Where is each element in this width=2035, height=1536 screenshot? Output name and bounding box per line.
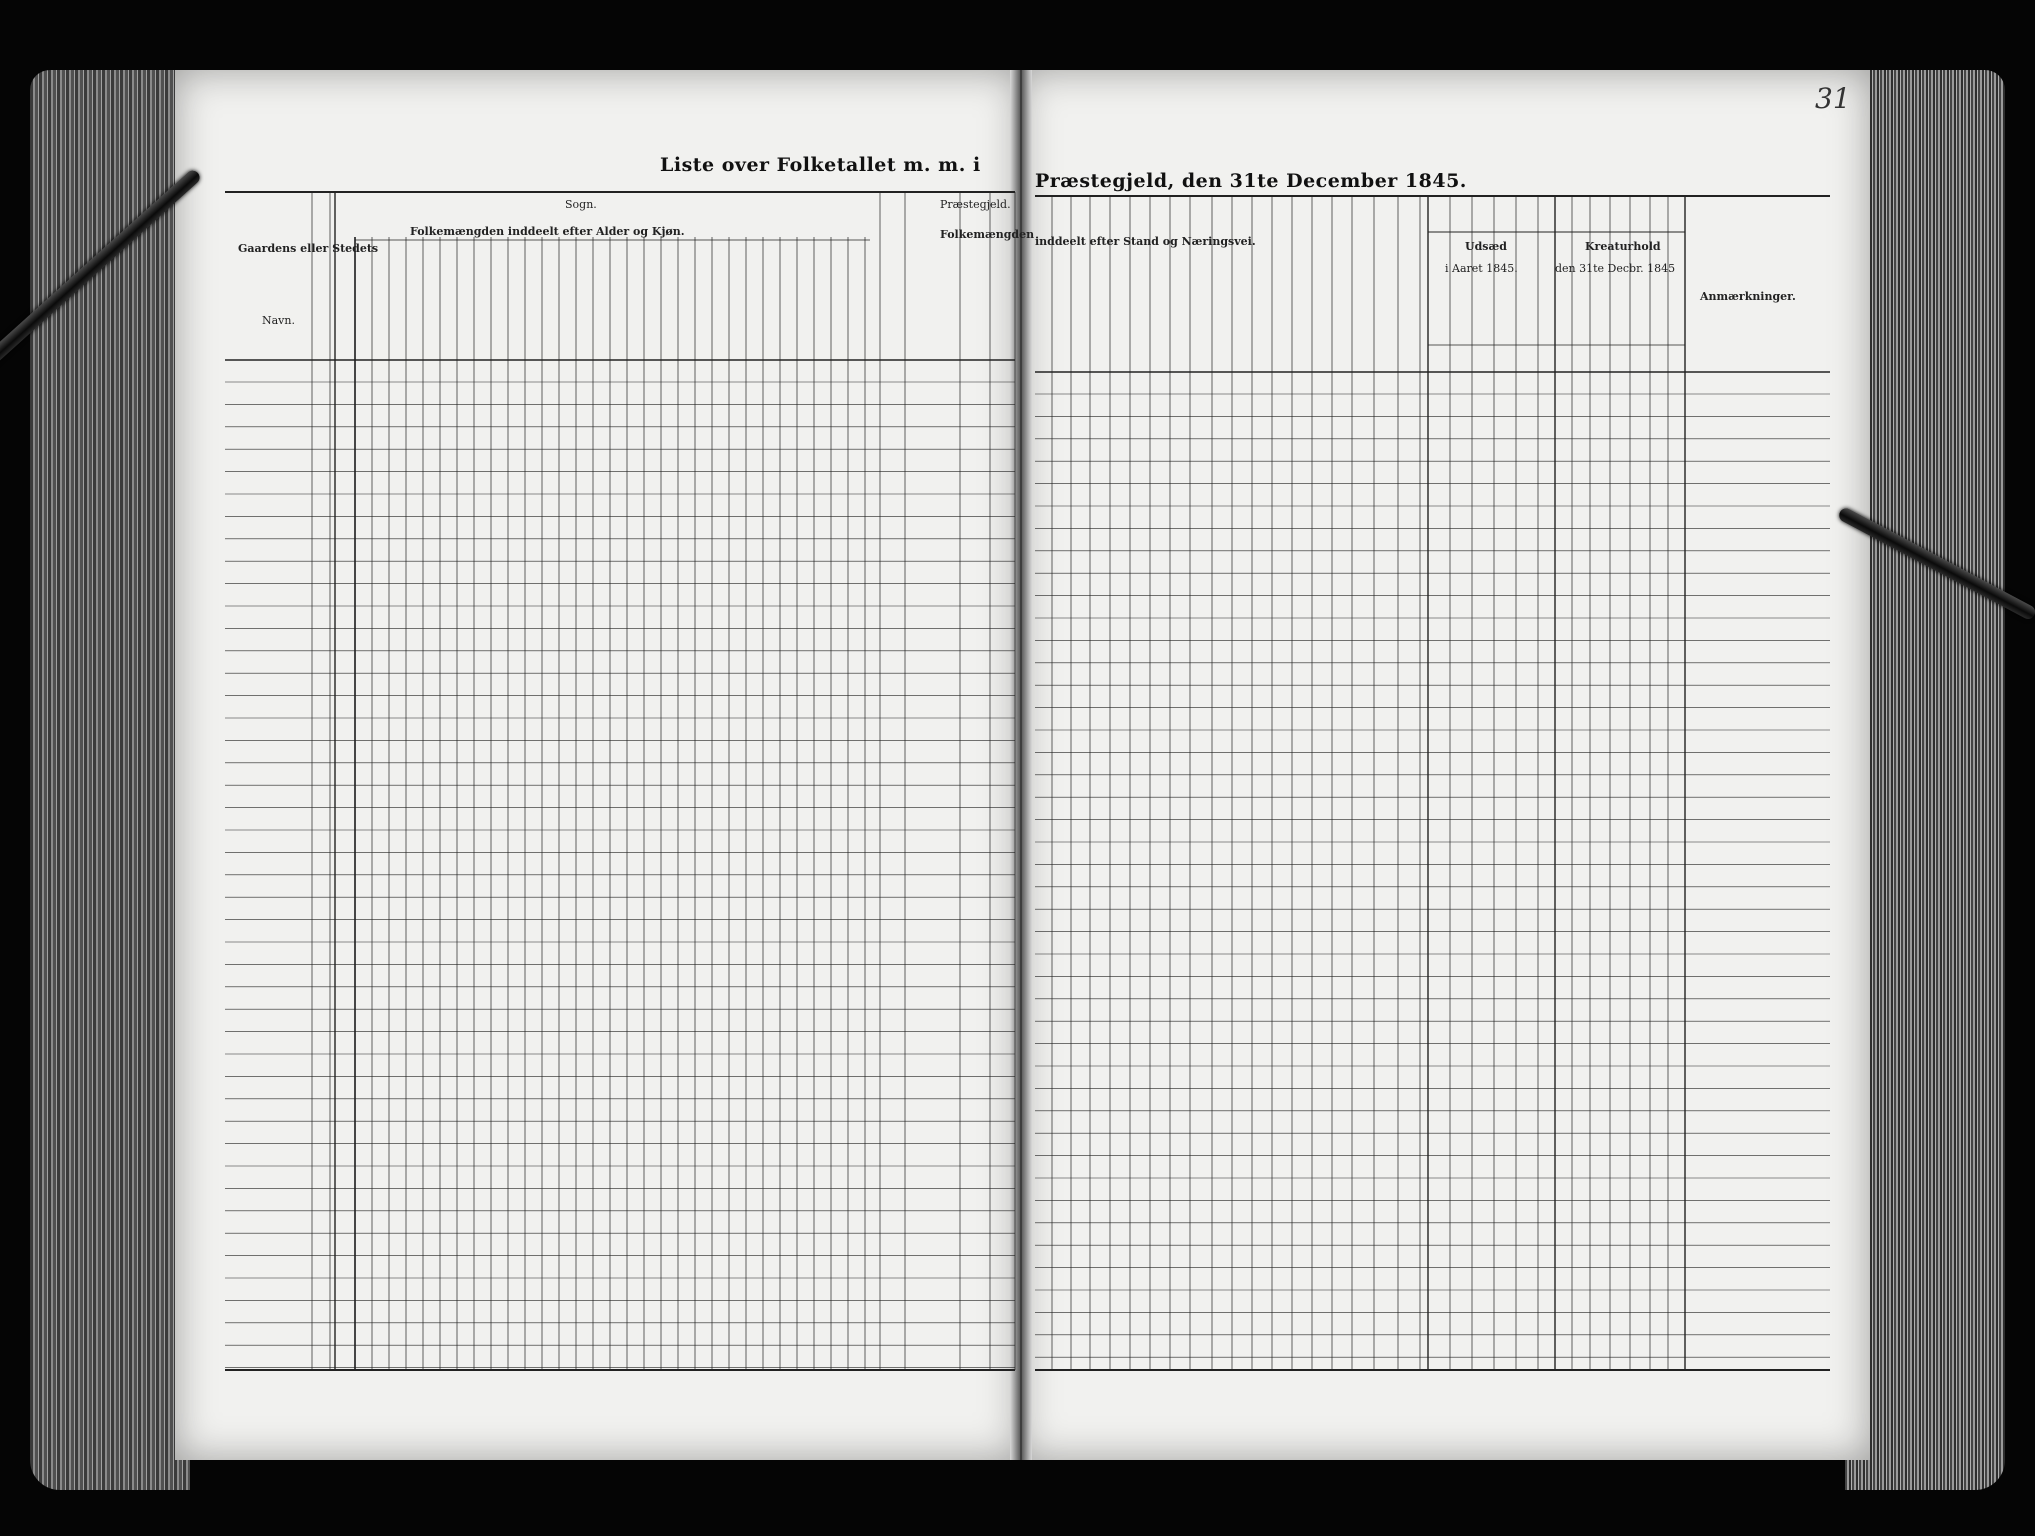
left-page-title: Liste over Folketallet m. m. i	[660, 154, 981, 176]
udsaed-year: i Aaret 1845.	[1445, 262, 1518, 275]
page-number: 31	[1815, 82, 1851, 115]
farm-name-header: Gaardens eller Stedets	[238, 242, 379, 255]
sogn-label: Sogn.	[565, 198, 597, 211]
name-subheader: Navn.	[262, 314, 295, 327]
udsaed-header: Udsæd	[1465, 240, 1507, 253]
stand-header: inddeelt efter Stand og Næringsvei.	[1035, 235, 1256, 248]
right-page-title: Præstegjeld, den 31te December 1845.	[1035, 170, 1467, 192]
population-header-right: Folkemængden	[940, 228, 1035, 241]
anmaerkninger-header: Anmærkninger.	[1700, 290, 1796, 303]
praestegjeld-label: Præstegjeld.	[940, 198, 1011, 211]
kreaturhold-date: den 31te Decbr. 1845	[1555, 262, 1676, 275]
population-age-header: Folkemængden inddeelt efter Alder og Kjøn.	[410, 225, 685, 238]
kreaturhold-header: Kreaturhold	[1585, 240, 1661, 253]
